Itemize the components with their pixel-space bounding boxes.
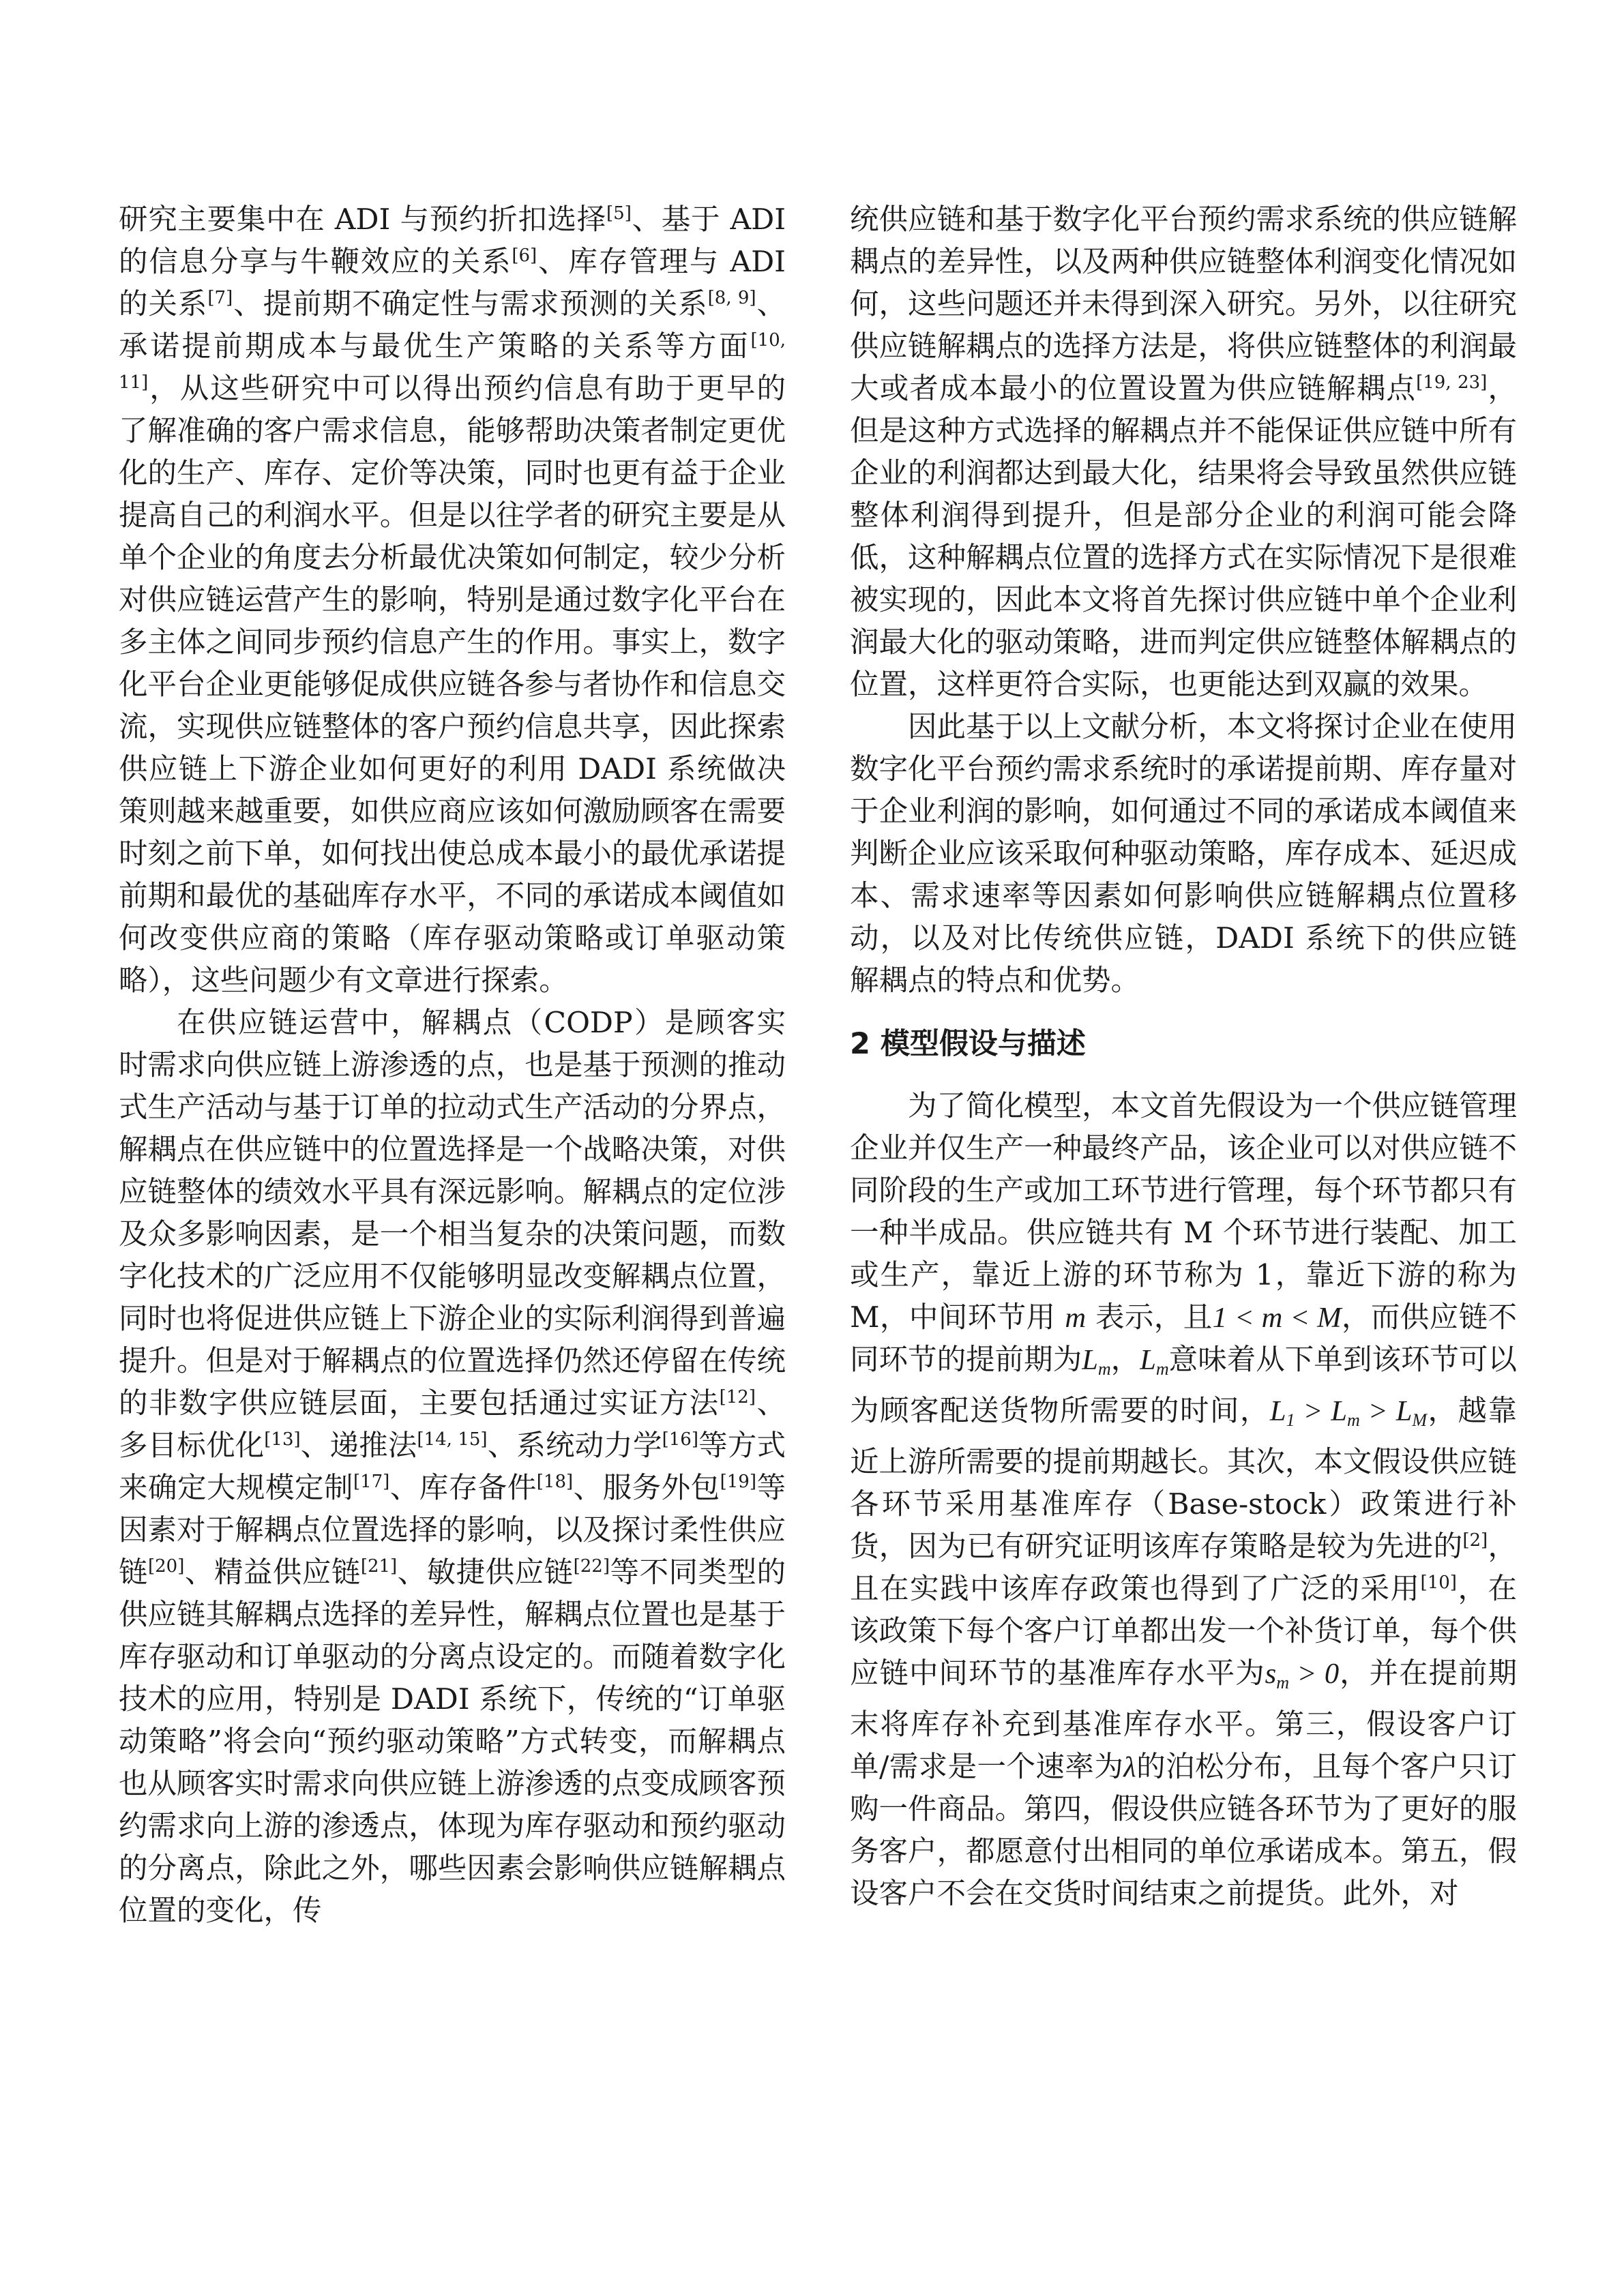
paragraph (119, 1002, 786, 1933)
text-run: 、库存备件 (389, 1472, 537, 1505)
citation: [8, 9] (707, 288, 756, 308)
text-run: ，且在实践中该库存政策也得到了广泛的采用 (850, 1530, 1517, 1606)
right-column-model (850, 1086, 1517, 1915)
math-symbol: > (1359, 1395, 1396, 1427)
math-expression (1396, 1395, 1428, 1430)
section-heading: 2 模型假设与描述 (850, 1027, 1086, 1061)
math-expression (1123, 1751, 1136, 1783)
citation: [17] (353, 1472, 390, 1492)
text-run: ，并在提前期末将库存补充到基准库存水平。第三，假设客户订单/需求是一个速率为 (850, 1657, 1517, 1784)
citation: [20] (148, 1556, 185, 1577)
citation: [14, 15] (417, 1429, 488, 1450)
citation: [6] (512, 245, 537, 266)
citation: [2] (1462, 1530, 1488, 1551)
text-run: 意味着从下单到该环节可以为顾客配送货物所需要的时间， (850, 1343, 1517, 1428)
text-run: ， (1110, 1343, 1140, 1377)
paragraph (119, 199, 786, 1002)
math-subscript: m (1097, 1359, 1111, 1379)
citation: [10, 11] (119, 330, 786, 393)
text-run: 、提前期不确定性与需求预测的关系 (233, 288, 708, 321)
citation: [19] (720, 1472, 756, 1492)
text-run: 、基于 ADI 的信息分享与牛鞭效应的关系 (119, 203, 786, 279)
text-run: 、多目标优化 (119, 1387, 786, 1463)
text-run: ，在该政策下每个客户订单都出发一个补货订单，每个供应链中间环节的基准库存水平为 (850, 1572, 1517, 1690)
text-run: 为了简化模型，本文首先假设为一个供应链管理企业并仅生产一种最终产品，该企业可以对供应链不同阶段的生产或加工环节进行管理，每个环节都只有一种半成品。供应链共有 M 个环节进行装配、加工或生产，靠近上游的环节称为 1，靠近下游的称为 M，中间环节用 (850, 1090, 1517, 1335)
citation: [5] (606, 203, 632, 224)
text-run: 在供应链运营中，解耦点（CODP）是顾客实时需求向供应链上游渗透的点，也是基于预测的推动式生产活动与基于订单的拉动式生产活动的分界点，解耦点在供应链中的位置选择是一个战略决策，对供应链整体的绩效水平具有深远影响。解耦点的定位涉及众多影响因素，是一个相当复杂的决策问题，而数字化技术的广泛应用不仅能够明显改变解耦点位置，同时也将促进供应链上下游企业的实际利润得到普遍提升。但是对于解耦点的位置选择仍然还停留在传统的非数字供应链层面，主要包括通过实证方法 (119, 1007, 786, 1420)
text-run: 、递推法 (300, 1429, 417, 1463)
paragraph (850, 199, 1517, 706)
math-expression (1360, 1395, 1396, 1427)
left-column (119, 199, 786, 2177)
math-symbol: s (1265, 1658, 1277, 1690)
math-expression (1140, 1344, 1169, 1379)
text-run: ，但是这种方式选择的解耦点并不能保证供应链中所有企业的利润都达到最大化，结果将会导致虽然供应链整体利润得到提升，但是部分企业的利润可能会降低，这种解耦点位置的选择方式在实际情况下是很难被实现的，因此本文将首先探讨供应链中单个企业利润最大化的驱动策略，进而判定供应链整体解耦点的位置，这样更符合实际，也更能达到双赢的效果。 (850, 372, 1517, 702)
math-symbol: > (1295, 1395, 1331, 1427)
text-run: 因此基于以上文献分析，本文将探讨企业在使用数字化平台预约需求系统时的承诺提前期、库存量对于企业利润的影响，如何通过不同的承诺成本阈值来判断企业应该采取何种驱动策略，库存成本、延迟成本、需求速率等因素如何影响供应链解耦点位置移动，以及对比传统供应链，DADI 系统下的供应链解耦点的特点和优势。 (850, 711, 1517, 998)
citation: [10] (1420, 1572, 1457, 1593)
citation: [13] (264, 1429, 301, 1450)
math-expression (1295, 1395, 1331, 1427)
math-expression (1269, 1395, 1295, 1430)
math-expression (1213, 1302, 1342, 1334)
text-run: 、服务外包 (573, 1472, 720, 1505)
math-subscript: 1 (1286, 1410, 1295, 1430)
math-subscript: m (1276, 1673, 1289, 1693)
citation: [12] (719, 1387, 756, 1407)
citation: [18] (536, 1472, 574, 1492)
math-expression (1082, 1344, 1111, 1379)
math-symbol: L (1331, 1395, 1348, 1427)
text-run: 等方式来确定大规模定制 (119, 1429, 786, 1505)
right-column-intro (850, 199, 1517, 1002)
text-run: 研究主要集中在 ADI 与预约折扣选择 (119, 203, 607, 237)
math-symbol: L (1396, 1395, 1413, 1427)
text-run: 表示，且 (1086, 1301, 1213, 1335)
math-subscript: m (1347, 1410, 1360, 1430)
paragraph (850, 1086, 1517, 1915)
math-symbol: 1 < m < M (1212, 1302, 1342, 1334)
text-run: ，从这些研究中可以得出预约信息有助于更早的了解准确的客户需求信息，能够帮助决策者制定更优化的生产、库存、定价等决策，同时也更有益于企业提高自己的利润水平。但是以往学者的研究主要是从单个企业的角度去分析最优决策如何制定，较少分析对供应链运营产生的影响，特别是通过数字化平台在多主体之间同步预约信息产生的作用。事实上，数字化平台企业更能够促成供应链各参与者协作和信息交流，实现供应链整体的客户预约信息共享，因此探索供应链上下游企业如何更好的利用 DADI 系统做决策则越来越重要，如供应商应该如何激励顾客在需要时刻之前下单，如何找出使总成本最小的最优承诺提前期和最优的基础库存水平，不同的承诺成本阈值如何改变供应商的策略（库存驱动策略或订单驱动策略），这些问题少有文章进行探索。 (119, 372, 786, 998)
text-run: 、精益供应链 (184, 1556, 361, 1590)
citation: [21] (360, 1556, 398, 1577)
text-run: 统供应链和基于数字化平台预约需求系统的供应链解耦点的差异性，以及两种供应链整体利润变化情况如何，这些问题还并未得到深入研究。另外，以往研究供应链解耦点的选择方法是，将供应链整体的利润最大或者成本最小的位置设置为供应链解耦点 (850, 203, 1517, 406)
text-run: ，越靠近上游所需要的提前期越长。其次，本文假设供应链各环节采用基准库存（Base-stock）政策进行补货，因为已有研究证明该库存策略是较为先进的 (850, 1395, 1517, 1564)
math-symbol: L (1269, 1395, 1286, 1427)
math-expression (1331, 1395, 1360, 1430)
text-run: 等因素对于解耦点位置选择的影响，以及探讨柔性供应链 (119, 1472, 786, 1590)
math-subscript: M (1412, 1410, 1428, 1430)
paper-page (119, 199, 1517, 2177)
text-run: 、敏捷供应链 (397, 1556, 574, 1590)
math-expression (1065, 1302, 1086, 1334)
citation: [7] (207, 288, 233, 308)
math-expression (1289, 1658, 1339, 1690)
math-symbol: > 0 (1288, 1658, 1340, 1690)
text-run: 、库存管理与 ADI 的关系 (119, 245, 786, 321)
citation: [22] (573, 1556, 610, 1577)
text-run: 等不同类型的供应链其解耦点选择的差异性，解耦点位置也是基于库存驱动和订单驱动的分离点设定的。而随着数字化技术的应用，特别是 DADI 系统下，传统的“订单驱动策略”将会向“预约驱动策略”方式转变，而解耦点也从顾客实时需求向供应链上游渗透的点变成顾客预约需求向上游的渗透点，体现为库存驱动和预约驱动的分离点，除此之外，哪些因素会影响供应链解耦点位置的变化，传 (119, 1556, 786, 1928)
math-subscript: m (1155, 1359, 1169, 1379)
math-expression (1265, 1658, 1289, 1693)
math-symbol: L (1082, 1344, 1098, 1376)
math-symbol: L (1140, 1344, 1156, 1376)
math-symbol: m (1065, 1302, 1087, 1334)
math-symbol: λ (1123, 1751, 1136, 1783)
citation: [19, 23] (1416, 372, 1488, 393)
right-column (850, 199, 1517, 2177)
paragraph (850, 706, 1517, 1002)
citation: [16] (662, 1429, 698, 1450)
text-run: 、承诺提前期成本与最优生产策略的关系等方面 (119, 288, 786, 363)
text-run: ，而供应链不同环节的提前期为 (850, 1301, 1517, 1377)
text-run: 的泊松分布，且每个客户只订购一件商品。第四，假设供应链各环节为了更好的服务客户，都愿意付出相同的单位承诺成本。第五，假设客户不会在交货时间结束之前提货。此外，对 (850, 1750, 1517, 1911)
text-run: 、系统动力学 (487, 1429, 662, 1463)
